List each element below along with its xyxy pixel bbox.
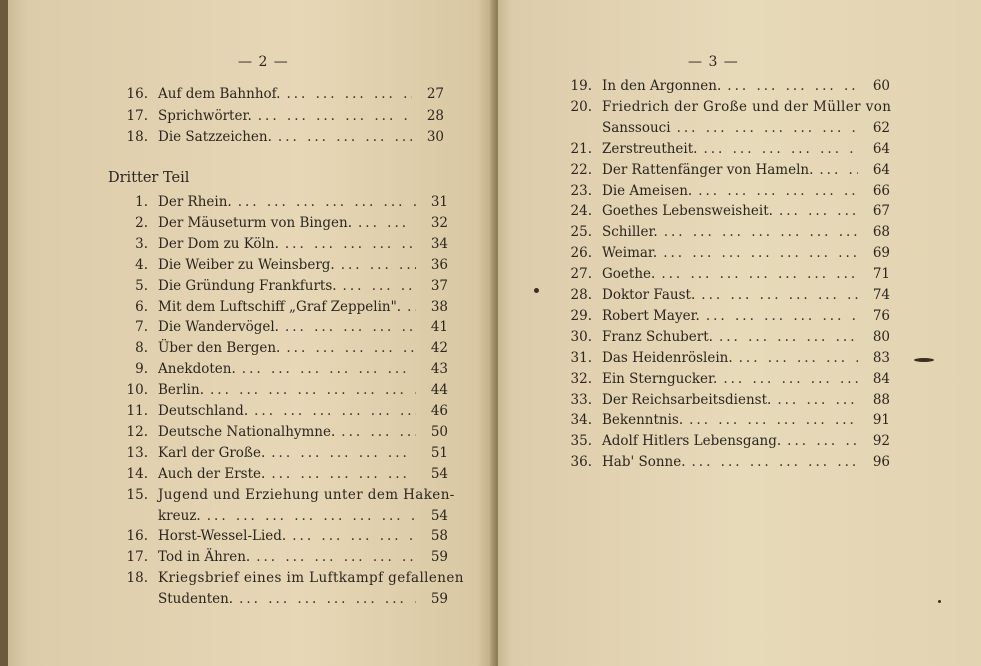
entry-title: Sprichwörter. [158,107,252,124]
ink-spot [534,288,539,293]
toc-entry [556,392,890,412]
leader-dots [719,329,858,345]
entry-number: 27. [570,266,592,283]
entry-title: Doktor Faust. [602,287,696,303]
entry-page: 58 [430,528,448,545]
leader-dots [254,403,416,419]
toc-entry [556,141,890,161]
leader-dots [701,287,858,303]
toc-entry [112,278,448,298]
entry-title: Goethe. [602,266,656,283]
entry-number: 20. [570,98,592,115]
entry-page: 30 [426,129,444,145]
toc-entry [556,183,890,203]
leader-dots [285,236,416,252]
entry-page: 36 [430,256,448,273]
toc-entry [112,299,448,319]
entry-title: Jugend und Erziehung unter dem Haken- [158,486,455,503]
toc-entry [556,245,890,265]
entry-page: 88 [872,391,890,408]
toc-entry [112,528,448,548]
toc-entry-line [112,487,455,507]
entry-page: 44 [430,382,448,399]
leader-dots [285,319,416,335]
entry-title: Adolf Hitlers Lebensgang. [602,433,782,450]
entry-number: 16. [126,528,148,545]
toc-entry [112,257,448,277]
entry-page: 50 [430,423,448,440]
toc-entry-line [112,570,464,590]
entry-title: Horst-Wessel-Lied. [158,528,287,545]
leader-dots [407,299,416,315]
leader-dots [698,183,858,199]
leader-dots [692,454,858,470]
entry-page: 62 [872,119,890,136]
toc-entry [112,129,444,149]
toc-entry [556,308,890,328]
leader-dots [278,129,412,145]
toc-entry [112,382,448,402]
entry-number: 22. [570,161,592,178]
leader-dots [256,549,416,565]
entry-number: 26. [570,245,592,262]
leader-dots [723,371,858,387]
entry-page: 64 [872,161,890,178]
entry-title: Auch der Erste. [158,465,266,482]
leader-dots [819,162,858,178]
leader-dots [664,224,858,240]
entry-page: 38 [430,298,448,315]
toc-entry [112,319,448,339]
toc-entry [112,194,448,214]
entry-page: 34 [430,235,448,252]
entry-number: 25. [570,224,592,241]
toc-entry [602,120,890,140]
toc-entry-line [556,99,891,119]
toc-entry [112,236,448,256]
entry-title: Karl der Große. [158,444,266,461]
entry-page: 83 [872,349,890,366]
leader-dots [661,266,858,282]
entry-title: Franz Schubert. [602,328,713,345]
entry-page: 37 [430,277,448,294]
toc-entry [112,466,448,486]
entry-title-continued: Sanssouci [602,119,671,136]
entry-title: Die Gründung Frankfurts. [158,277,337,294]
entry-title: Berlin. [158,382,204,399]
leader-dots [703,141,858,157]
entry-title: Die Ameisen. [602,182,693,199]
leader-dots [777,392,858,408]
toc-entry [556,329,890,349]
toc-entry [556,287,890,307]
leader-dots [343,278,416,294]
leader-dots [706,308,858,324]
entry-title: Hab' Sonne. [602,454,686,471]
entry-title: Goethes Lebensweisheit. [602,203,773,220]
entry-page: 74 [872,287,890,303]
entry-number: 18. [126,129,148,145]
entry-page: 28 [426,107,444,124]
toc-entry [112,445,448,465]
entry-number: 36. [570,454,592,471]
toc-entry [112,403,448,423]
toc-entry [112,340,448,360]
entry-title: Der Rhein. [158,194,232,210]
toc-entry [556,78,890,98]
entry-number: 18. [126,570,148,587]
entry-page: 59 [430,591,448,608]
entry-page: 84 [872,370,890,387]
toc-entry [556,162,890,182]
leader-dots [358,215,416,231]
entry-title-continued: Studenten. [158,591,234,608]
leader-dots [239,591,416,607]
section-title: Dritter Teil [108,170,190,186]
entry-title: Mit dem Luftschiff „Graf Zeppelin". [158,298,402,315]
entry-title: Auf dem Bahnhof. [158,86,281,102]
page-number: — 3 — [688,54,739,70]
entry-title: Der Dom zu Köln. [158,235,279,252]
entry-number: 19. [570,78,592,94]
leader-dots [271,466,416,482]
entry-number: 16. [126,86,148,102]
toc-entry [556,433,890,453]
entry-page: 41 [430,319,448,336]
leader-dots [779,203,858,219]
toc-entry [112,361,448,381]
leader-dots [663,245,858,261]
leader-dots [677,120,858,136]
toc-entry [556,454,890,474]
entry-number: 14. [126,465,148,482]
entry-title: Der Reichsarbeitsdienst. [602,391,772,408]
entry-title: Deutschland. [158,403,249,419]
right-page [498,0,981,666]
leader-dots [689,412,858,428]
leader-dots [242,361,416,377]
leader-dots [341,424,416,440]
leader-dots [739,350,858,366]
entry-page: 32 [430,214,448,231]
entry-title: Das Heidenröslein. [602,349,733,366]
entry-page: 54 [430,465,448,482]
entry-number: 15. [126,486,148,503]
entry-number: 1. [135,194,148,210]
entry-page: 27 [426,86,444,102]
entry-title: Ein Sterngucker. [602,370,718,387]
entry-title: Zerstreutheit. [602,140,698,157]
entry-title: Deutsche Nationalhymne. [158,423,336,440]
entry-number: 21. [570,140,592,157]
toc-entry [556,371,890,391]
entry-page: 64 [872,140,890,157]
entry-title: Robert Mayer. [602,307,700,324]
entry-number: 31. [570,349,592,366]
entry-page: 54 [430,507,448,524]
entry-title-continued: kreuz. [158,507,201,524]
entry-title: Die Weiber zu Weinsberg. [158,256,335,273]
entry-page: 60 [872,78,890,94]
entry-number: 13. [126,444,148,461]
entry-page: 46 [430,403,448,419]
entry-number: 30. [570,328,592,345]
entry-page: 51 [430,444,448,461]
leader-dots [207,508,416,524]
entry-page: 67 [872,203,890,220]
entry-title: Die Wandervögel. [158,319,279,336]
toc-entry [158,591,448,611]
entry-number: 9. [135,361,148,378]
entry-number: 29. [570,307,592,324]
entry-number: 35. [570,433,592,450]
entry-number: 12. [126,423,148,440]
leader-dots [286,340,416,356]
leader-dots [286,86,412,102]
entry-page: 92 [872,433,890,450]
leader-dots [292,528,416,544]
entry-page: 43 [430,361,448,378]
entry-number: 10. [126,382,148,399]
entry-number: 6. [135,298,148,315]
entry-number: 8. [135,340,148,357]
leader-dots [271,445,416,461]
entry-page: 76 [872,307,890,324]
entry-title: Tod in Ähren. [158,549,251,566]
toc-entry [556,266,890,286]
entry-number: 23. [570,182,592,199]
entry-number: 33. [570,391,592,408]
entry-title: Weimar. [602,245,658,262]
entry-page: 80 [872,328,890,345]
toc-entry [112,86,444,106]
entry-number: 17. [126,549,148,566]
entry-page: 71 [872,266,890,283]
entry-page: 91 [872,412,890,429]
entry-number: 17. [126,107,148,124]
entry-title: Die Satzzeichen. [158,129,272,145]
entry-number: 34. [570,412,592,429]
toc-entry [112,549,448,569]
leader-dots [238,194,416,210]
entry-title: Der Mäuseturm von Bingen. [158,214,352,231]
leader-dots [258,108,412,124]
entry-page: 31 [430,194,448,210]
entry-number: 11. [126,403,148,419]
entry-number: 3. [135,235,148,252]
entry-number: 28. [570,287,592,303]
entry-title: Kriegsbrief eines im Luftkampf gefallenen [158,570,464,587]
leader-dots [727,78,858,94]
entry-number: 7. [135,319,148,336]
entry-title: Der Rattenfänger von Hameln. [602,161,814,178]
entry-title: Anekdoten. [158,361,236,378]
ink-smudge [914,358,934,362]
left-page [8,0,496,666]
entry-number: 5. [135,277,148,294]
toc-entry [556,224,890,244]
entry-title: Bekenntnis. [602,412,684,429]
entry-page: 68 [872,224,890,241]
entry-page: 69 [872,245,890,262]
entry-title: Über den Bergen. [158,340,281,357]
leader-dots [210,382,416,398]
entry-title: In den Argonnen. [602,78,722,94]
leader-dots [787,433,858,449]
toc-entry [112,424,448,444]
toc-entry [158,508,448,528]
ink-spot [938,600,941,603]
leader-dots [341,257,416,273]
entry-page: 96 [872,454,890,471]
entry-number: 4. [135,256,148,273]
entry-page: 59 [430,549,448,566]
toc-entry [556,203,890,223]
entry-title: Friedrich der Große und der Müller von [602,98,892,115]
entry-page: 42 [430,340,448,357]
toc-entry [556,412,890,432]
page-number: — 2 — [238,54,289,70]
toc-entry [112,215,448,235]
entry-page: 66 [872,182,890,199]
toc-entry [556,350,890,370]
entry-title: Schiller. [602,224,658,241]
entry-number: 2. [135,214,148,231]
entry-number: 24. [570,203,592,220]
toc-entry [112,108,444,128]
entry-number: 32. [570,370,592,387]
